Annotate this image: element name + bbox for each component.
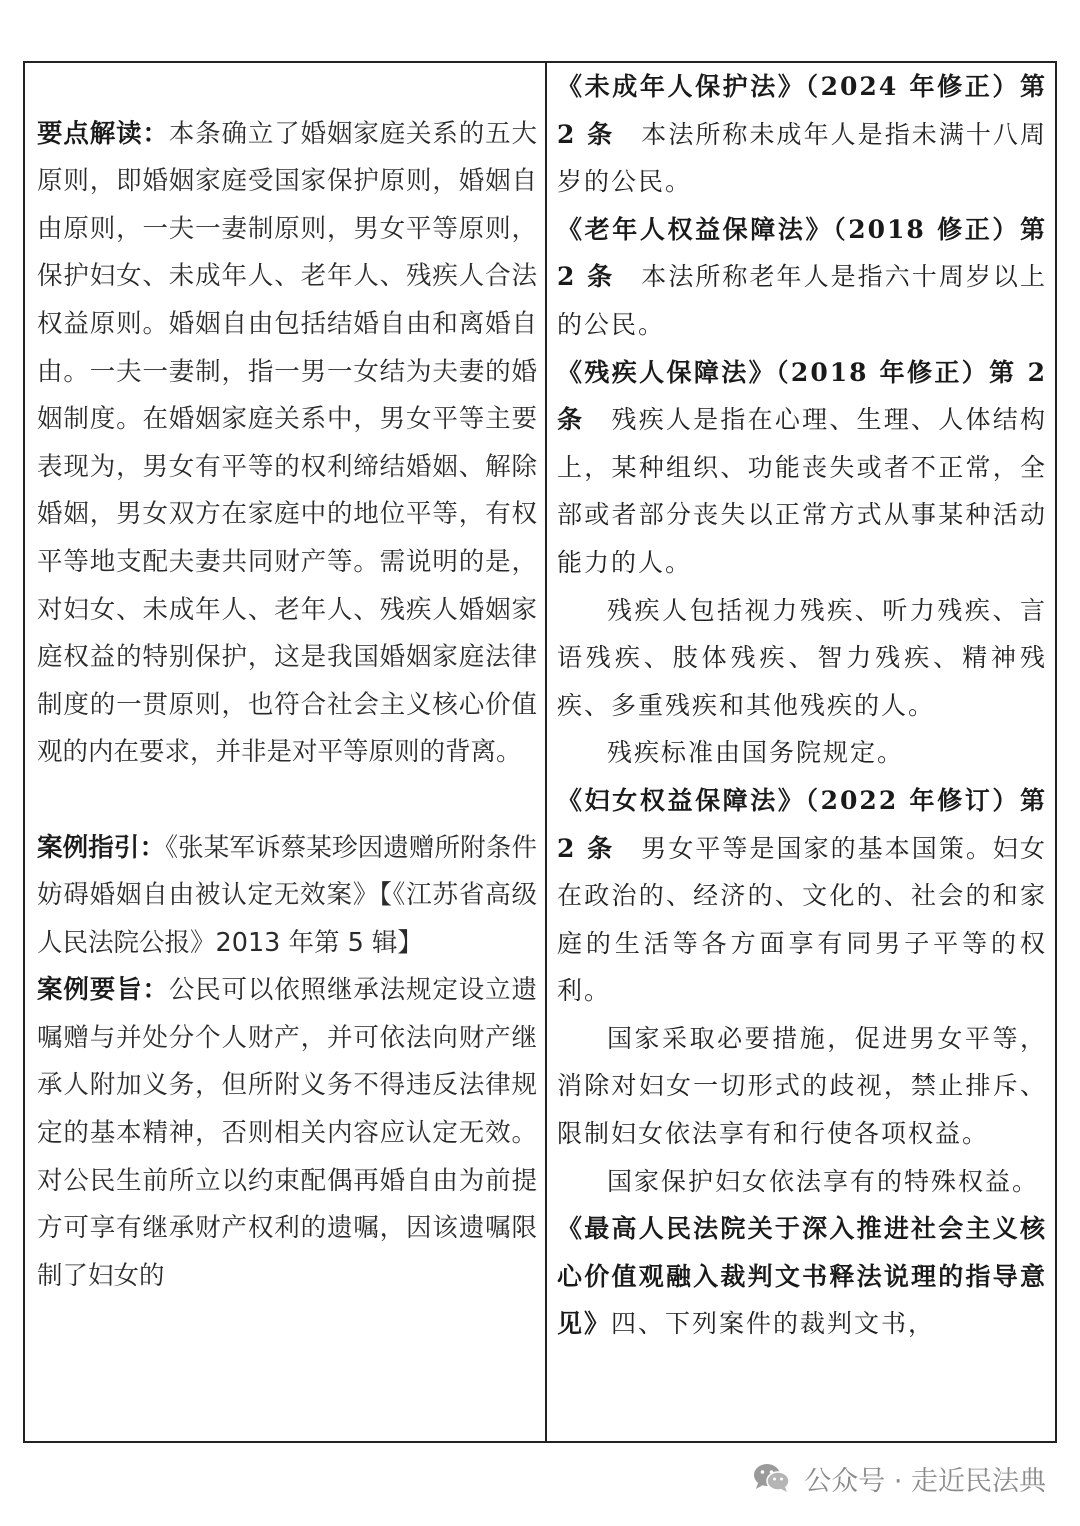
spc-opinion-text: 四、下列案件的裁判文书， — [611, 1309, 936, 1339]
minors-law-paragraph — [557, 63, 1047, 206]
case-guide-label: 案例指引： — [37, 832, 166, 863]
case-point-text: 公民可以依照继承法规定设立遗嘱赠与并处分个人财产，并可依法向财产继承人附加义务，但所附义务不得违反法律规定的基本精神，否则相关内容应认定无效。对公民生前所立以约束配偶再婚自由为前提方可享有继承财产权利的遗嘱，因该遗嘱限制了妇女的 — [37, 975, 537, 1291]
women-law-text: 男女平等是国家的基本国策。妇女在政治的、经济的、文化的、社会的和家庭的生活等各方面享有同男子平等的权利。 — [557, 833, 1047, 1006]
case-guide-paragraph — [37, 825, 537, 968]
women-law-para2: 国家采取必要措施，促进男女平等，消除对妇女一切形式的歧视，禁止排斥、限制妇女依法享有和行使各项权益。 — [557, 1023, 1047, 1149]
elderly-law-title: 《老年人权益保障法》（2018 修正）第 2 条 — [557, 214, 1047, 292]
spc-opinion-paragraph — [557, 1205, 1047, 1348]
disabled-law-text: 残疾人是指在心理、生理、人体结构上，某种组织、功能丧失或者不正常，全部或者部分丧失以正常方式从事某种活动能力的人。 — [557, 405, 1047, 577]
right-column — [557, 63, 1047, 1441]
women-law-para3: 国家保护妇女依法享有的特殊权益。 — [607, 1166, 1040, 1196]
elderly-law-text: 本法所称老年人是指六十周岁以上的公民。 — [557, 262, 1047, 339]
women-law-paragraph — [557, 777, 1047, 1015]
interpretation-paragraph — [37, 111, 537, 777]
case-point-paragraph — [37, 967, 537, 1300]
interpretation-text: 本条确立了婚姻家庭关系的五大原则，即婚姻家庭受国家保护原则，婚姻自由原则，一夫一妻制原则，男女平等原则，保护妇女、未成年人、老年人、残疾人合法权益原则。婚姻自由包括结婚自由和离婚自由。一夫一妻制，指一男一女结为夫妻的婚姻制度。在婚姻家庭关系中，男女平等主要表现为，男女有平等的权利缔结婚姻、解除婚姻，男女双方在家庭中的地位平等，有权平等地支配夫妻共同财产等。需说明的是，对妇女、未成年人、老年人、残疾人婚姻家庭权益的特别保护，这是我国婚姻家庭法律制度的一贯原则，也符合社会主义核心价值观的内在要求，并非是对平等原则的背离。 — [37, 118, 537, 768]
spc-opinion-title: 《最高人民法院关于深入推进社会主义核心价值观融入裁判文书释法说理的指导意见》 — [557, 1214, 1047, 1339]
document-table — [23, 61, 1057, 1443]
elderly-law-paragraph — [557, 206, 1047, 349]
disabled-law-para3: 残疾标准由国务院规定。 — [607, 738, 905, 768]
left-column — [37, 63, 537, 1441]
left-mid-spacer — [37, 777, 537, 825]
minors-law-title: 《未成年人保护法》（2024 年修正）第 2 条 — [557, 72, 1047, 149]
case-guide-text: 《张某军诉蔡某珍因遗赠所附条件妨碍婚姻自由被认定无效案》【《江苏省高级人民法院公报》2013 年第 5 辑】 — [37, 832, 537, 958]
women-law-title: 《妇女权益保障法》（2022 年修订）第 2 条 — [557, 785, 1047, 863]
minors-law-text: 本法所称未成年人是指未满十八周岁的公民。 — [557, 119, 1047, 197]
interpretation-label: 要点解读： — [37, 118, 169, 149]
left-top-spacer — [37, 63, 537, 111]
column-divider — [545, 63, 547, 1441]
disabled-law-title: 《残疾人保障法》（2018 年修正）第 2 条 — [557, 357, 1047, 435]
watermark — [752, 1458, 1046, 1498]
watermark-text: 公众号 · 走近民法典 — [804, 1465, 1046, 1497]
disabled-law-paragraph — [557, 349, 1047, 587]
case-point-label: 案例要旨： — [37, 975, 169, 1006]
disabled-law-para2: 残疾人包括视力残疾、听力残疾、言语残疾、肢体残疾、智力残疾、精神残疾、多重残疾和其他残疾的人。 — [557, 595, 1047, 720]
wechat-icon — [752, 1462, 792, 1494]
